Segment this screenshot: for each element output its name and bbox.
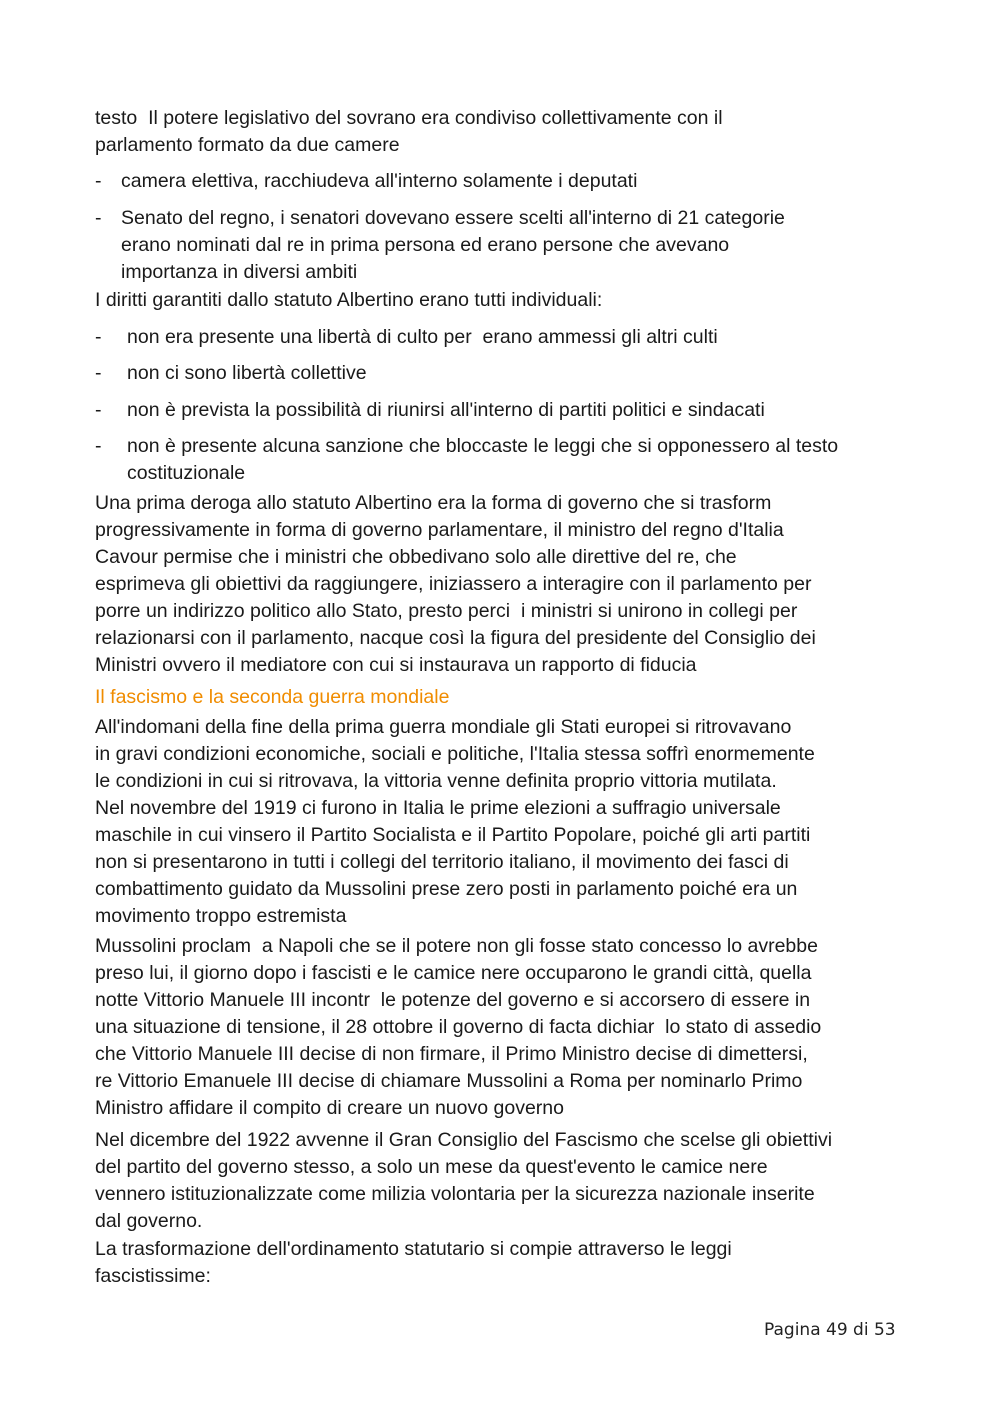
bullet-dash: -: [95, 362, 102, 384]
page-number-footer: Pagina 49 di 53: [764, 1320, 896, 1340]
paragraph-leggi-fascistissime: La trasformazione dell'ordinamento statutario si compie attraverso le leggi fascistissime:: [95, 1238, 732, 1287]
bullet-dash: -: [95, 435, 102, 457]
paragraph-diritti: I diritti garantiti dallo statuto Albertino erano tutti individuali:: [95, 289, 603, 311]
list-item-text: non è prevista la possibilità di riunirsi all'interno di partiti politici e sindacati: [127, 399, 765, 421]
bullet-dash: -: [95, 207, 102, 229]
paragraph-potere-legislativo: testo Il potere legislativo del sovrano era condiviso collettivamente con il parlamento formato da due camere: [95, 107, 723, 156]
list-item-text: non ci sono libertà collettive: [127, 362, 367, 384]
list-item-text: camera elettiva, racchiudeva all'interno solamente i deputati: [121, 170, 638, 192]
bullet-dash: -: [95, 399, 102, 421]
list-item-text: non era presente una libertà di culto per erano ammessi gli altri culti: [127, 326, 718, 348]
bullet-dash: -: [95, 170, 102, 192]
bullet-dash: -: [95, 326, 102, 348]
section-heading: Il fascismo e la seconda guerra mondiale: [95, 686, 450, 708]
paragraph-gran-consiglio: Nel dicembre del 1922 avvenne il Gran Consiglio del Fascismo che scelse gli obiettivi del partito del governo stesso, a solo un mese da quest'evento le camice nere vennero istituzionalizzate come milizia volontaria per la sicurezza nazionale inserite dal governo.: [95, 1129, 833, 1232]
list-item-text: Senato del regno, i senatori dovevano essere scelti all'interno di 21 categorie erano nominati dal re in prima persona ed erano persone che avevano importanza in diversi ambiti: [121, 207, 785, 283]
paragraph-dopoguerra: All'indomani della fine della prima guerra mondiale gli Stati europei si ritrovavano in gravi condizioni economiche, sociali e politiche, l'Italia stessa soffrì enormemente le condizioni in cui si ritrovava, la vittoria venne definita proprio vittoria mutilata. Nel novembre del 1919 ci furono in Italia le prime elezioni a suffragio universale maschile in cui vinsero il Partito Socialista e il Partito Popolare, poiché gli arti partiti non si presentarono in tutti i collegi del territorio italiano, il movimento dei fasci di combattimento guidato da Mussolini prese zero posti in parlamento poiché era un movimento troppo estremista: [95, 716, 815, 927]
paragraph-deroga-statuto: Una prima deroga allo statuto Albertino era la forma di governo che si trasform progressivamente in forma di governo parlamentare, il ministro del regno d'Italia Cavour permise che i ministri che obbedivano solo alle direttive del re, che esprimeva gli obiettivi da raggiungere, iniziassero a interagire con il parlamento per porre un indirizzo politico allo Stato, presto perci i ministri si unirono in collegi per relazionarsi con il parlamento, nacque così la figura del presidente del Consiglio dei Ministri ovvero il mediatore con cui si instaurava un rapporto di fiducia: [95, 492, 816, 676]
list-item-text: non è presente alcuna sanzione che bloccaste le leggi che si opponessero al testo costituzionale: [127, 435, 839, 484]
paragraph-marcia-su-roma: Mussolini proclam a Napoli che se il potere non gli fosse stato concesso lo avrebbe preso lui, il giorno dopo i fascisti e le camice nere occuparono le grandi città, quella notte Vittorio Manuele III incontr le potenze del governo e si accorsero di essere in una situazione di tensione, il 28 ottobre il governo di facta dichiar lo stato di assedio che Vittorio Manuele III decise di non firmare, il Primo Ministro decise di dimettersi, re Vittorio Emanuele III decise di chiamare Mussolini a Roma per nominarlo Primo Ministro affidare il compito di creare un nuovo governo: [95, 935, 822, 1119]
